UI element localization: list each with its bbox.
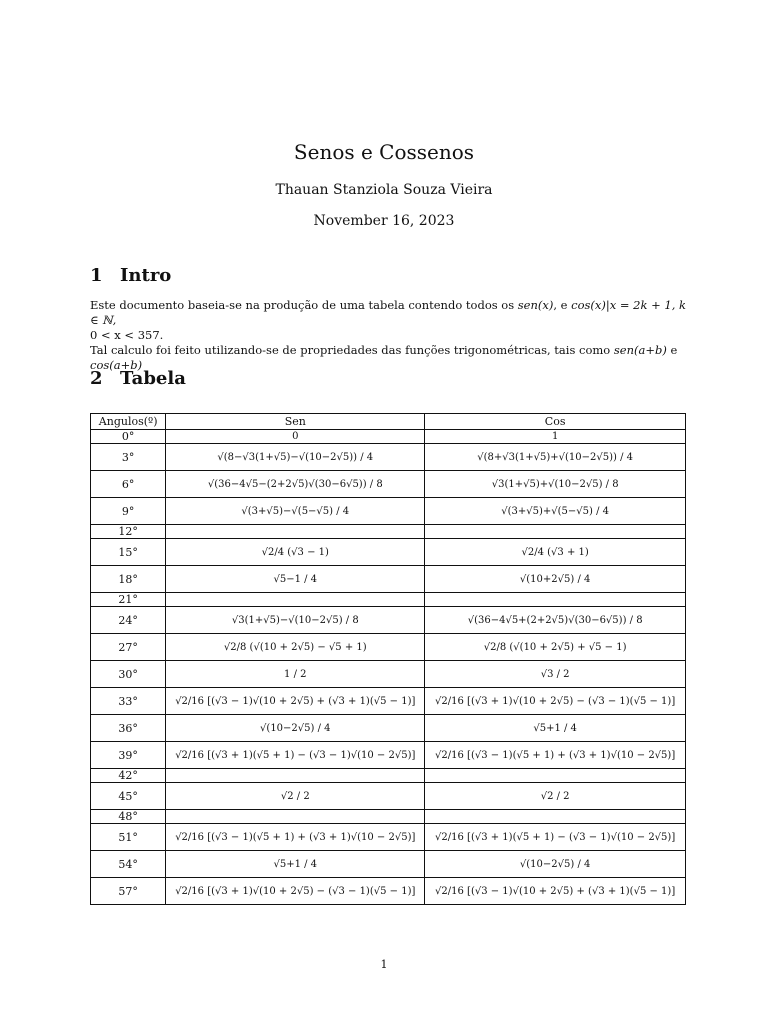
table-row xyxy=(91,498,686,525)
math-sen: sen(a+b) xyxy=(613,343,667,357)
cell-angle: 0° xyxy=(91,430,166,444)
page-number: 1 xyxy=(380,958,388,971)
intro-text: Este documento baseia-se na produção de uma tabela contendo todos os xyxy=(90,298,518,312)
table-row xyxy=(91,742,686,769)
section-number: 1 xyxy=(90,265,103,286)
table-row xyxy=(91,471,686,498)
table-row xyxy=(91,539,686,566)
cell-angle: 42° xyxy=(91,769,166,783)
table-row xyxy=(91,810,686,824)
section-heading-tabela xyxy=(90,368,186,389)
table-row xyxy=(91,715,686,742)
cell-cos xyxy=(425,769,686,783)
intro-text: , e xyxy=(553,298,572,312)
cell-sen: √2/16 [(√3 − 1)√(10 + 2√5) + (√3 + 1)(√5 − 1)] xyxy=(166,688,425,715)
intro-paragraph xyxy=(90,298,690,373)
cell-angle: 18° xyxy=(91,566,166,593)
cell-sen: √(10−2√5) / 4 xyxy=(166,715,425,742)
cell-angle: 3° xyxy=(91,444,166,471)
cell-sen: √2/4 (√3 − 1) xyxy=(166,539,425,566)
table-row xyxy=(91,878,686,905)
cell-sen: √2/16 [(√3 − 1)(√5 + 1) + (√3 + 1)√(10 − 2√5)] xyxy=(166,824,425,851)
cell-angle: 9° xyxy=(91,498,166,525)
cell-angle: 15° xyxy=(91,539,166,566)
cell-angle: 27° xyxy=(91,634,166,661)
cell-cos: √(10−2√5) / 4 xyxy=(425,851,686,878)
cell-cos: √(8+√3(1+√5)+√(10−2√5)) / 4 xyxy=(425,444,686,471)
cell-sen xyxy=(166,593,425,607)
document-date: November 16, 2023 xyxy=(313,213,455,229)
cell-angle: 12° xyxy=(91,525,166,539)
intro-line-1 xyxy=(90,298,690,328)
cell-angle: 6° xyxy=(91,471,166,498)
cell-sen: √(8−√3(1+√5)−√(10−2√5)) / 4 xyxy=(166,444,425,471)
table-row xyxy=(91,783,686,810)
cell-cos: √3 / 2 xyxy=(425,661,686,688)
cell-cos: √5+1 / 4 xyxy=(425,715,686,742)
cell-cos: 1 xyxy=(425,430,686,444)
intro-line-2: 0 < x < 357. xyxy=(90,328,164,342)
table-body xyxy=(91,430,686,905)
table-row xyxy=(91,607,686,634)
cell-sen: √5−1 / 4 xyxy=(166,566,425,593)
section-number: 2 xyxy=(90,368,103,389)
math-cos: cos(x)|x = 2k + 1, k ∈ ℕ, xyxy=(90,298,687,327)
section-title: Intro xyxy=(120,265,172,286)
table-row xyxy=(91,851,686,878)
cell-sen: 0 xyxy=(166,430,425,444)
cell-sen: √2 / 2 xyxy=(166,783,425,810)
cell-cos: √2/4 (√3 + 1) xyxy=(425,539,686,566)
cell-sen xyxy=(166,810,425,824)
header-angle: Angulos(º) xyxy=(91,414,166,430)
cell-cos: √2 / 2 xyxy=(425,783,686,810)
cell-sen: √5+1 / 4 xyxy=(166,851,425,878)
cell-cos: √(3+√5)+√(5−√5) / 4 xyxy=(425,498,686,525)
cell-angle: 48° xyxy=(91,810,166,824)
document-title: Senos e Cossenos xyxy=(293,140,475,164)
cell-angle: 21° xyxy=(91,593,166,607)
cell-angle: 45° xyxy=(91,783,166,810)
header-sen: Sen xyxy=(166,414,425,430)
cell-sen: √3(1+√5)−√(10−2√5) / 8 xyxy=(166,607,425,634)
header-cos: Cos xyxy=(425,414,686,430)
table-row xyxy=(91,430,686,444)
table-row xyxy=(91,824,686,851)
document-author: Thauan Stanziola Souza Vieira xyxy=(275,182,493,198)
table-row xyxy=(91,688,686,715)
cell-angle: 54° xyxy=(91,851,166,878)
cell-cos: √(36−4√5+(2+2√5)√(30−6√5)) / 8 xyxy=(425,607,686,634)
table-row xyxy=(91,661,686,688)
cell-cos xyxy=(425,593,686,607)
cell-sen xyxy=(166,525,425,539)
table-row xyxy=(91,566,686,593)
cell-sen: √2/16 [(√3 + 1)(√5 + 1) − (√3 − 1)√(10 − 2√5)] xyxy=(166,742,425,769)
cell-angle: 51° xyxy=(91,824,166,851)
table-row xyxy=(91,593,686,607)
intro-text: Tal calculo foi feito utilizando-se de propriedades das funções trigonométricas, tais como xyxy=(90,343,614,357)
intro-text: e xyxy=(666,343,678,357)
cell-cos: √2/16 [(√3 − 1)(√5 + 1) + (√3 + 1)√(10 − 2√5)] xyxy=(425,742,686,769)
cell-angle: 33° xyxy=(91,688,166,715)
cell-sen: √(36−4√5−(2+2√5)√(30−6√5)) / 8 xyxy=(166,471,425,498)
cell-sen xyxy=(166,769,425,783)
math-sen: sen(x) xyxy=(517,298,554,312)
cell-cos: √2/8 (√(10 + 2√5) + √5 − 1) xyxy=(425,634,686,661)
section-title: Tabela xyxy=(120,368,186,389)
cell-angle: 57° xyxy=(91,878,166,905)
cell-sen: √2/16 [(√3 + 1)√(10 + 2√5) − (√3 − 1)(√5 − 1)] xyxy=(166,878,425,905)
cell-cos: √2/16 [(√3 + 1)(√5 + 1) − (√3 − 1)√(10 − 2√5)] xyxy=(425,824,686,851)
cell-sen: √(3+√5)−√(5−√5) / 4 xyxy=(166,498,425,525)
trig-table xyxy=(90,413,686,905)
cell-angle: 36° xyxy=(91,715,166,742)
table-header-row xyxy=(91,414,686,430)
cell-cos: √(10+2√5) / 4 xyxy=(425,566,686,593)
cell-cos xyxy=(425,810,686,824)
cell-cos: √3(1+√5)+√(10−2√5) / 8 xyxy=(425,471,686,498)
math-cos: cos(a+b) xyxy=(90,358,143,372)
cell-sen: 1 / 2 xyxy=(166,661,425,688)
table-row xyxy=(91,769,686,783)
cell-angle: 30° xyxy=(91,661,166,688)
cell-cos: √2/16 [(√3 − 1)√(10 + 2√5) + (√3 + 1)(√5 − 1)] xyxy=(425,878,686,905)
cell-cos xyxy=(425,525,686,539)
cell-angle: 39° xyxy=(91,742,166,769)
section-heading-intro xyxy=(90,265,171,286)
cell-angle: 24° xyxy=(91,607,166,634)
cell-cos: √2/16 [(√3 + 1)√(10 + 2√5) − (√3 − 1)(√5 − 1)] xyxy=(425,688,686,715)
cell-sen: √2/8 (√(10 + 2√5) − √5 + 1) xyxy=(166,634,425,661)
table-row xyxy=(91,444,686,471)
table-row xyxy=(91,525,686,539)
table-row xyxy=(91,634,686,661)
